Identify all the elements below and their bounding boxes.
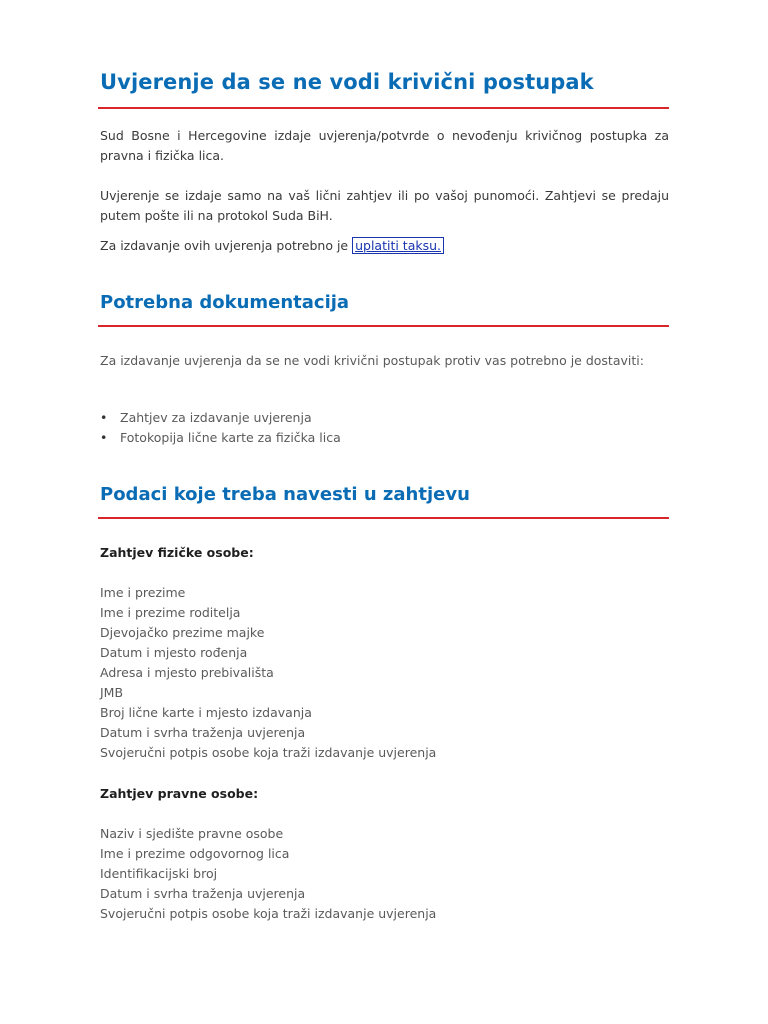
list-item: Ime i prezime odgovornog lica (100, 846, 290, 861)
fee-text: Za izdavanje ovih uvjerenja potrebno je (100, 238, 349, 253)
documentation-divider (98, 325, 669, 327)
intro-paragraph-2: Uvjerenje se izdaje samo na vaš lični zahtjev ili po vašoj punomoći. Zahtjevi se predaju putem pošte ili na protokol Suda BiH. (100, 188, 669, 223)
list-item: Ime i prezime (100, 585, 186, 600)
list-item: Datum i mjesto rođenja (100, 645, 248, 660)
bullet-icon: • (100, 410, 108, 425)
intro-paragraph-3 (100, 236, 669, 256)
list-item: • Zahtjev za izdavanje uvjerenja (100, 408, 669, 428)
list-item: Broj lične karte i mjesto izdavanja (100, 705, 312, 720)
list-item: Svojeručni potpis osobe koja traži izdavanje uvjerenja (100, 906, 437, 921)
intro-paragraph-1: Sud Bosne i Hercegovine izdaje uvjerenja/potvrde o nevođenju krivičnog postupka za pravna i fizička lica. (100, 128, 669, 163)
list-item: Adresa i mjesto prebivališta (100, 665, 274, 680)
documentation-list (100, 408, 669, 448)
request-data-divider (98, 517, 669, 519)
list-item: JMB (100, 685, 124, 700)
list-item: Djevojačko prezime majke (100, 625, 265, 640)
list-item: Naziv i sjedište pravne osobe (100, 826, 284, 841)
list-item: Ime i prezime roditelja (100, 605, 241, 620)
documentation-text: Za izdavanje uvjerenja da se ne vodi krivični postupak protiv vas potrebno je dostaviti: (100, 353, 644, 368)
list-item: Identifikacijski broj (100, 866, 218, 881)
page-title: Uvjerenje da se ne vodi krivični postupak (100, 70, 594, 94)
list-item: Datum i svrha traženja uvjerenja (100, 725, 306, 740)
section-heading-request-data: Podaci koje treba navesti u zahtjevu (100, 484, 470, 505)
legal-person-fields (100, 824, 669, 924)
bullet-icon: • (100, 430, 108, 445)
list-item: • Fotokopija lične karte za fizička lica (100, 428, 669, 448)
title-divider (98, 107, 669, 109)
pay-fee-link[interactable]: uplatiti taksu. (352, 237, 444, 254)
list-item: Svojeručni potpis osobe koja traži izdavanje uvjerenja (100, 745, 437, 760)
legal-person-label: Zahtjev pravne osobe: (100, 786, 259, 801)
list-item: Datum i svrha traženja uvjerenja (100, 886, 306, 901)
section-heading-documentation: Potrebna dokumentacija (100, 292, 350, 313)
physical-person-label: Zahtjev fizičke osobe: (100, 545, 254, 560)
physical-person-fields (100, 583, 669, 763)
